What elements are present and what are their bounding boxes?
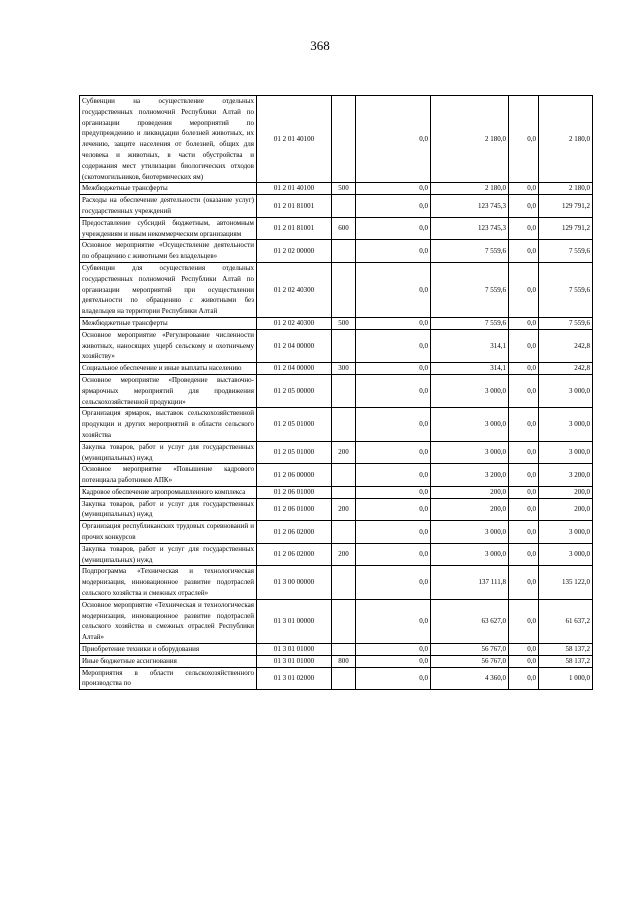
row-amount-4: 3 000,0 xyxy=(539,543,593,566)
row-amount-3: 0,0 xyxy=(509,195,539,218)
table-row xyxy=(80,217,593,240)
row-amount-4: 7 559,6 xyxy=(539,317,593,329)
table-row xyxy=(80,96,593,183)
row-expense-type xyxy=(332,521,356,544)
row-name: Расходы на обеспечение деятельности (оказание услуг) государственных учреждений xyxy=(80,195,257,218)
row-amount-2: 314,1 xyxy=(431,363,509,375)
row-amount-3: 0,0 xyxy=(509,543,539,566)
row-name: Мероприятия в области сельскохозяйственного производства по xyxy=(80,667,257,690)
row-code: 01 2 01 40100 xyxy=(257,183,332,195)
table-row xyxy=(80,599,593,643)
row-code: 01 2 04 00000 xyxy=(257,363,332,375)
table-row xyxy=(80,363,593,375)
row-amount-3: 0,0 xyxy=(509,566,539,599)
table-row xyxy=(80,655,593,667)
row-amount-2: 2 180,0 xyxy=(431,183,509,195)
table-row xyxy=(80,262,593,317)
table-row xyxy=(80,183,593,195)
row-expense-type xyxy=(332,566,356,599)
row-name: Межбюджетные трансферты xyxy=(80,317,257,329)
table-row xyxy=(80,374,593,407)
table-row xyxy=(80,667,593,690)
row-code: 01 2 04 00000 xyxy=(257,329,332,362)
row-amount-1: 0,0 xyxy=(356,644,431,656)
row-amount-3: 0,0 xyxy=(509,667,539,690)
row-amount-4: 3 000,0 xyxy=(539,408,593,441)
row-name: Кадровое обеспечение агропромышленного комплекса xyxy=(80,486,257,498)
row-code: 01 2 05 01000 xyxy=(257,408,332,441)
row-amount-4: 242,8 xyxy=(539,363,593,375)
row-amount-1: 0,0 xyxy=(356,240,431,263)
row-code: 01 2 06 02000 xyxy=(257,521,332,544)
row-name: Иные бюджетные ассигнования xyxy=(80,655,257,667)
row-name: Предоставление субсидий бюджетным, автономным учреждениям и иным некоммерческим организациям xyxy=(80,217,257,240)
row-amount-2: 200,0 xyxy=(431,486,509,498)
row-amount-1: 0,0 xyxy=(356,262,431,317)
row-expense-type xyxy=(332,644,356,656)
row-amount-1: 0,0 xyxy=(356,464,431,487)
row-amount-4: 61 637,2 xyxy=(539,599,593,643)
row-amount-4: 242,8 xyxy=(539,329,593,362)
row-expense-type xyxy=(332,262,356,317)
row-amount-1: 0,0 xyxy=(356,408,431,441)
row-expense-type xyxy=(332,408,356,441)
row-code: 01 2 01 40100 xyxy=(257,96,332,183)
row-expense-type xyxy=(332,599,356,643)
row-amount-1: 0,0 xyxy=(356,183,431,195)
row-amount-4: 200,0 xyxy=(539,498,593,521)
row-expense-type xyxy=(332,195,356,218)
row-amount-2: 4 360,0 xyxy=(431,667,509,690)
row-expense-type: 500 xyxy=(332,183,356,195)
row-amount-3: 0,0 xyxy=(509,486,539,498)
row-expense-type: 800 xyxy=(332,655,356,667)
row-amount-2: 7 559,6 xyxy=(431,240,509,263)
row-name: Основное мероприятие «Осуществление деятельности по обращению с животными без владельцев» xyxy=(80,240,257,263)
row-amount-1: 0,0 xyxy=(356,96,431,183)
row-amount-2: 3 000,0 xyxy=(431,441,509,464)
row-code: 01 2 06 01000 xyxy=(257,498,332,521)
row-amount-4: 3 000,0 xyxy=(539,441,593,464)
table-body xyxy=(80,96,593,690)
row-amount-2: 56 767,0 xyxy=(431,655,509,667)
row-amount-3: 0,0 xyxy=(509,655,539,667)
row-expense-type xyxy=(332,464,356,487)
table-row xyxy=(80,486,593,498)
row-amount-4: 2 180,0 xyxy=(539,183,593,195)
row-amount-3: 0,0 xyxy=(509,240,539,263)
table-row xyxy=(80,498,593,521)
budget-table xyxy=(79,95,593,690)
row-amount-2: 123 745,3 xyxy=(431,195,509,218)
row-code: 01 2 05 00000 xyxy=(257,374,332,407)
row-amount-3: 0,0 xyxy=(509,363,539,375)
row-code: 01 2 06 01000 xyxy=(257,486,332,498)
row-expense-type xyxy=(332,667,356,690)
row-expense-type: 200 xyxy=(332,441,356,464)
row-amount-1: 0,0 xyxy=(356,329,431,362)
row-amount-2: 3 000,0 xyxy=(431,374,509,407)
page-number: 368 xyxy=(310,38,330,53)
row-amount-1: 0,0 xyxy=(356,374,431,407)
row-amount-1: 0,0 xyxy=(356,486,431,498)
row-amount-1: 0,0 xyxy=(356,317,431,329)
row-amount-1: 0,0 xyxy=(356,195,431,218)
row-amount-3: 0,0 xyxy=(509,599,539,643)
row-name: Закупка товаров, работ и услуг для государственных (муниципальных) нужд xyxy=(80,498,257,521)
table-row xyxy=(80,441,593,464)
row-amount-2: 3 000,0 xyxy=(431,543,509,566)
row-name: Межбюджетные трансферты xyxy=(80,183,257,195)
table-row xyxy=(80,240,593,263)
row-amount-2: 2 180,0 xyxy=(431,96,509,183)
row-amount-4: 2 180,0 xyxy=(539,96,593,183)
row-amount-1: 0,0 xyxy=(356,667,431,690)
row-amount-3: 0,0 xyxy=(509,644,539,656)
row-amount-3: 0,0 xyxy=(509,374,539,407)
row-expense-type: 500 xyxy=(332,317,356,329)
row-amount-3: 0,0 xyxy=(509,441,539,464)
row-amount-2: 137 111,8 xyxy=(431,566,509,599)
row-amount-4: 129 791,2 xyxy=(539,195,593,218)
row-amount-4: 7 559,6 xyxy=(539,262,593,317)
row-amount-4: 129 791,2 xyxy=(539,217,593,240)
row-amount-2: 3 000,0 xyxy=(431,408,509,441)
row-amount-4: 7 559,6 xyxy=(539,240,593,263)
row-amount-3: 0,0 xyxy=(509,521,539,544)
row-amount-3: 0,0 xyxy=(509,262,539,317)
row-amount-3: 0,0 xyxy=(509,464,539,487)
row-expense-type: 600 xyxy=(332,217,356,240)
row-expense-type xyxy=(332,486,356,498)
row-amount-2: 7 559,6 xyxy=(431,317,509,329)
row-amount-4: 3 000,0 xyxy=(539,374,593,407)
table-row xyxy=(80,644,593,656)
row-code: 01 2 06 02000 xyxy=(257,543,332,566)
row-name: Основное мероприятие «Проведение выставочно-ярмарочных мероприятий для продвижения сельскохозяйственной продукции» xyxy=(80,374,257,407)
row-amount-4: 58 137,2 xyxy=(539,644,593,656)
row-amount-3: 0,0 xyxy=(509,329,539,362)
row-amount-1: 0,0 xyxy=(356,217,431,240)
row-name: Подпрограмма «Техническая и технологическая модернизация, инновационное развитие подотраслей сельского хозяйства и смежных отраслей» xyxy=(80,566,257,599)
row-expense-type xyxy=(332,374,356,407)
row-expense-type xyxy=(332,96,356,183)
row-amount-2: 7 559,6 xyxy=(431,262,509,317)
row-amount-1: 0,0 xyxy=(356,566,431,599)
table-row xyxy=(80,543,593,566)
row-name: Субвенции для осуществления отдельных государственных полномочий Республики Алтай по организации мероприятий при осуществлении деятельности по обращению с животными без владельцев на территории Республики Алтай xyxy=(80,262,257,317)
row-amount-1: 0,0 xyxy=(356,441,431,464)
row-amount-1: 0,0 xyxy=(356,363,431,375)
row-amount-2: 3 200,0 xyxy=(431,464,509,487)
row-code: 01 3 01 01000 xyxy=(257,655,332,667)
row-amount-3: 0,0 xyxy=(509,498,539,521)
row-amount-1: 0,0 xyxy=(356,498,431,521)
table-row xyxy=(80,317,593,329)
row-amount-2: 63 627,0 xyxy=(431,599,509,643)
row-expense-type: 200 xyxy=(332,543,356,566)
row-amount-4: 135 122,0 xyxy=(539,566,593,599)
row-name: Основное мероприятие «Техническая и технологическая модернизация, инновационное развитие подотраслей сельского хозяйства и смежных отраслей Республики Алтай» xyxy=(80,599,257,643)
row-code: 01 3 01 01000 xyxy=(257,644,332,656)
row-amount-4: 3 000,0 xyxy=(539,521,593,544)
row-amount-3: 0,0 xyxy=(509,408,539,441)
row-expense-type xyxy=(332,240,356,263)
row-amount-1: 0,0 xyxy=(356,543,431,566)
row-amount-2: 200,0 xyxy=(431,498,509,521)
row-expense-type xyxy=(332,329,356,362)
row-amount-4: 58 137,2 xyxy=(539,655,593,667)
table-row xyxy=(80,521,593,544)
row-code: 01 2 06 00000 xyxy=(257,464,332,487)
row-name: Основное мероприятие «Повышение кадрового потенциала работников АПК» xyxy=(80,464,257,487)
row-amount-4: 1 000,0 xyxy=(539,667,593,690)
row-expense-type: 200 xyxy=(332,498,356,521)
row-name: Социальное обеспечение и иные выплаты населению xyxy=(80,363,257,375)
row-amount-3: 0,0 xyxy=(509,96,539,183)
row-code: 01 2 01 81001 xyxy=(257,195,332,218)
row-name: Основное мероприятие «Регулирование численности животных, наносящих ущерб сельскому и охотничьему хозяйству» xyxy=(80,329,257,362)
row-amount-3: 0,0 xyxy=(509,183,539,195)
row-amount-4: 200,0 xyxy=(539,486,593,498)
row-name: Закупка товаров, работ и услуг для государственных (муниципальных) нужд xyxy=(80,441,257,464)
row-amount-1: 0,0 xyxy=(356,655,431,667)
table-row xyxy=(80,195,593,218)
row-amount-3: 0,0 xyxy=(509,217,539,240)
row-code: 01 2 02 40300 xyxy=(257,262,332,317)
row-amount-1: 0,0 xyxy=(356,521,431,544)
row-name: Приобретение техники и оборудования xyxy=(80,644,257,656)
row-code: 01 2 01 81001 xyxy=(257,217,332,240)
row-amount-2: 56 767,0 xyxy=(431,644,509,656)
table-row xyxy=(80,408,593,441)
row-name: Организация республиканских трудовых соревнований и прочих конкурсов xyxy=(80,521,257,544)
row-name: Субвенции на осуществление отдельных государственных полномочий Республики Алтай по организации проведения мероприятий по предупреждению и ликвидации болезней животных, их лечению, защите населения от болезней, общих для человека и животных, в части обустройства и содержания мест утилизации биологических отходов (скотомогильников, биотермических ям) xyxy=(80,96,257,183)
row-code: 01 3 01 02000 xyxy=(257,667,332,690)
row-name: Закупка товаров, работ и услуг для государственных (муниципальных) нужд xyxy=(80,543,257,566)
table-row xyxy=(80,464,593,487)
table-row xyxy=(80,329,593,362)
row-amount-2: 3 000,0 xyxy=(431,521,509,544)
row-code: 01 3 00 00000 xyxy=(257,566,332,599)
row-amount-4: 3 200,0 xyxy=(539,464,593,487)
row-code: 01 2 02 40300 xyxy=(257,317,332,329)
row-name: Организация ярмарок, выставок сельскохозяйственной продукции и других мероприятий в области сельского хозяйства xyxy=(80,408,257,441)
row-code: 01 3 01 00000 xyxy=(257,599,332,643)
row-code: 01 2 05 01000 xyxy=(257,441,332,464)
row-amount-2: 314,1 xyxy=(431,329,509,362)
table-row xyxy=(80,566,593,599)
row-amount-3: 0,0 xyxy=(509,317,539,329)
row-amount-2: 123 745,3 xyxy=(431,217,509,240)
row-code: 01 2 02 00000 xyxy=(257,240,332,263)
row-amount-1: 0,0 xyxy=(356,599,431,643)
row-expense-type: 300 xyxy=(332,363,356,375)
